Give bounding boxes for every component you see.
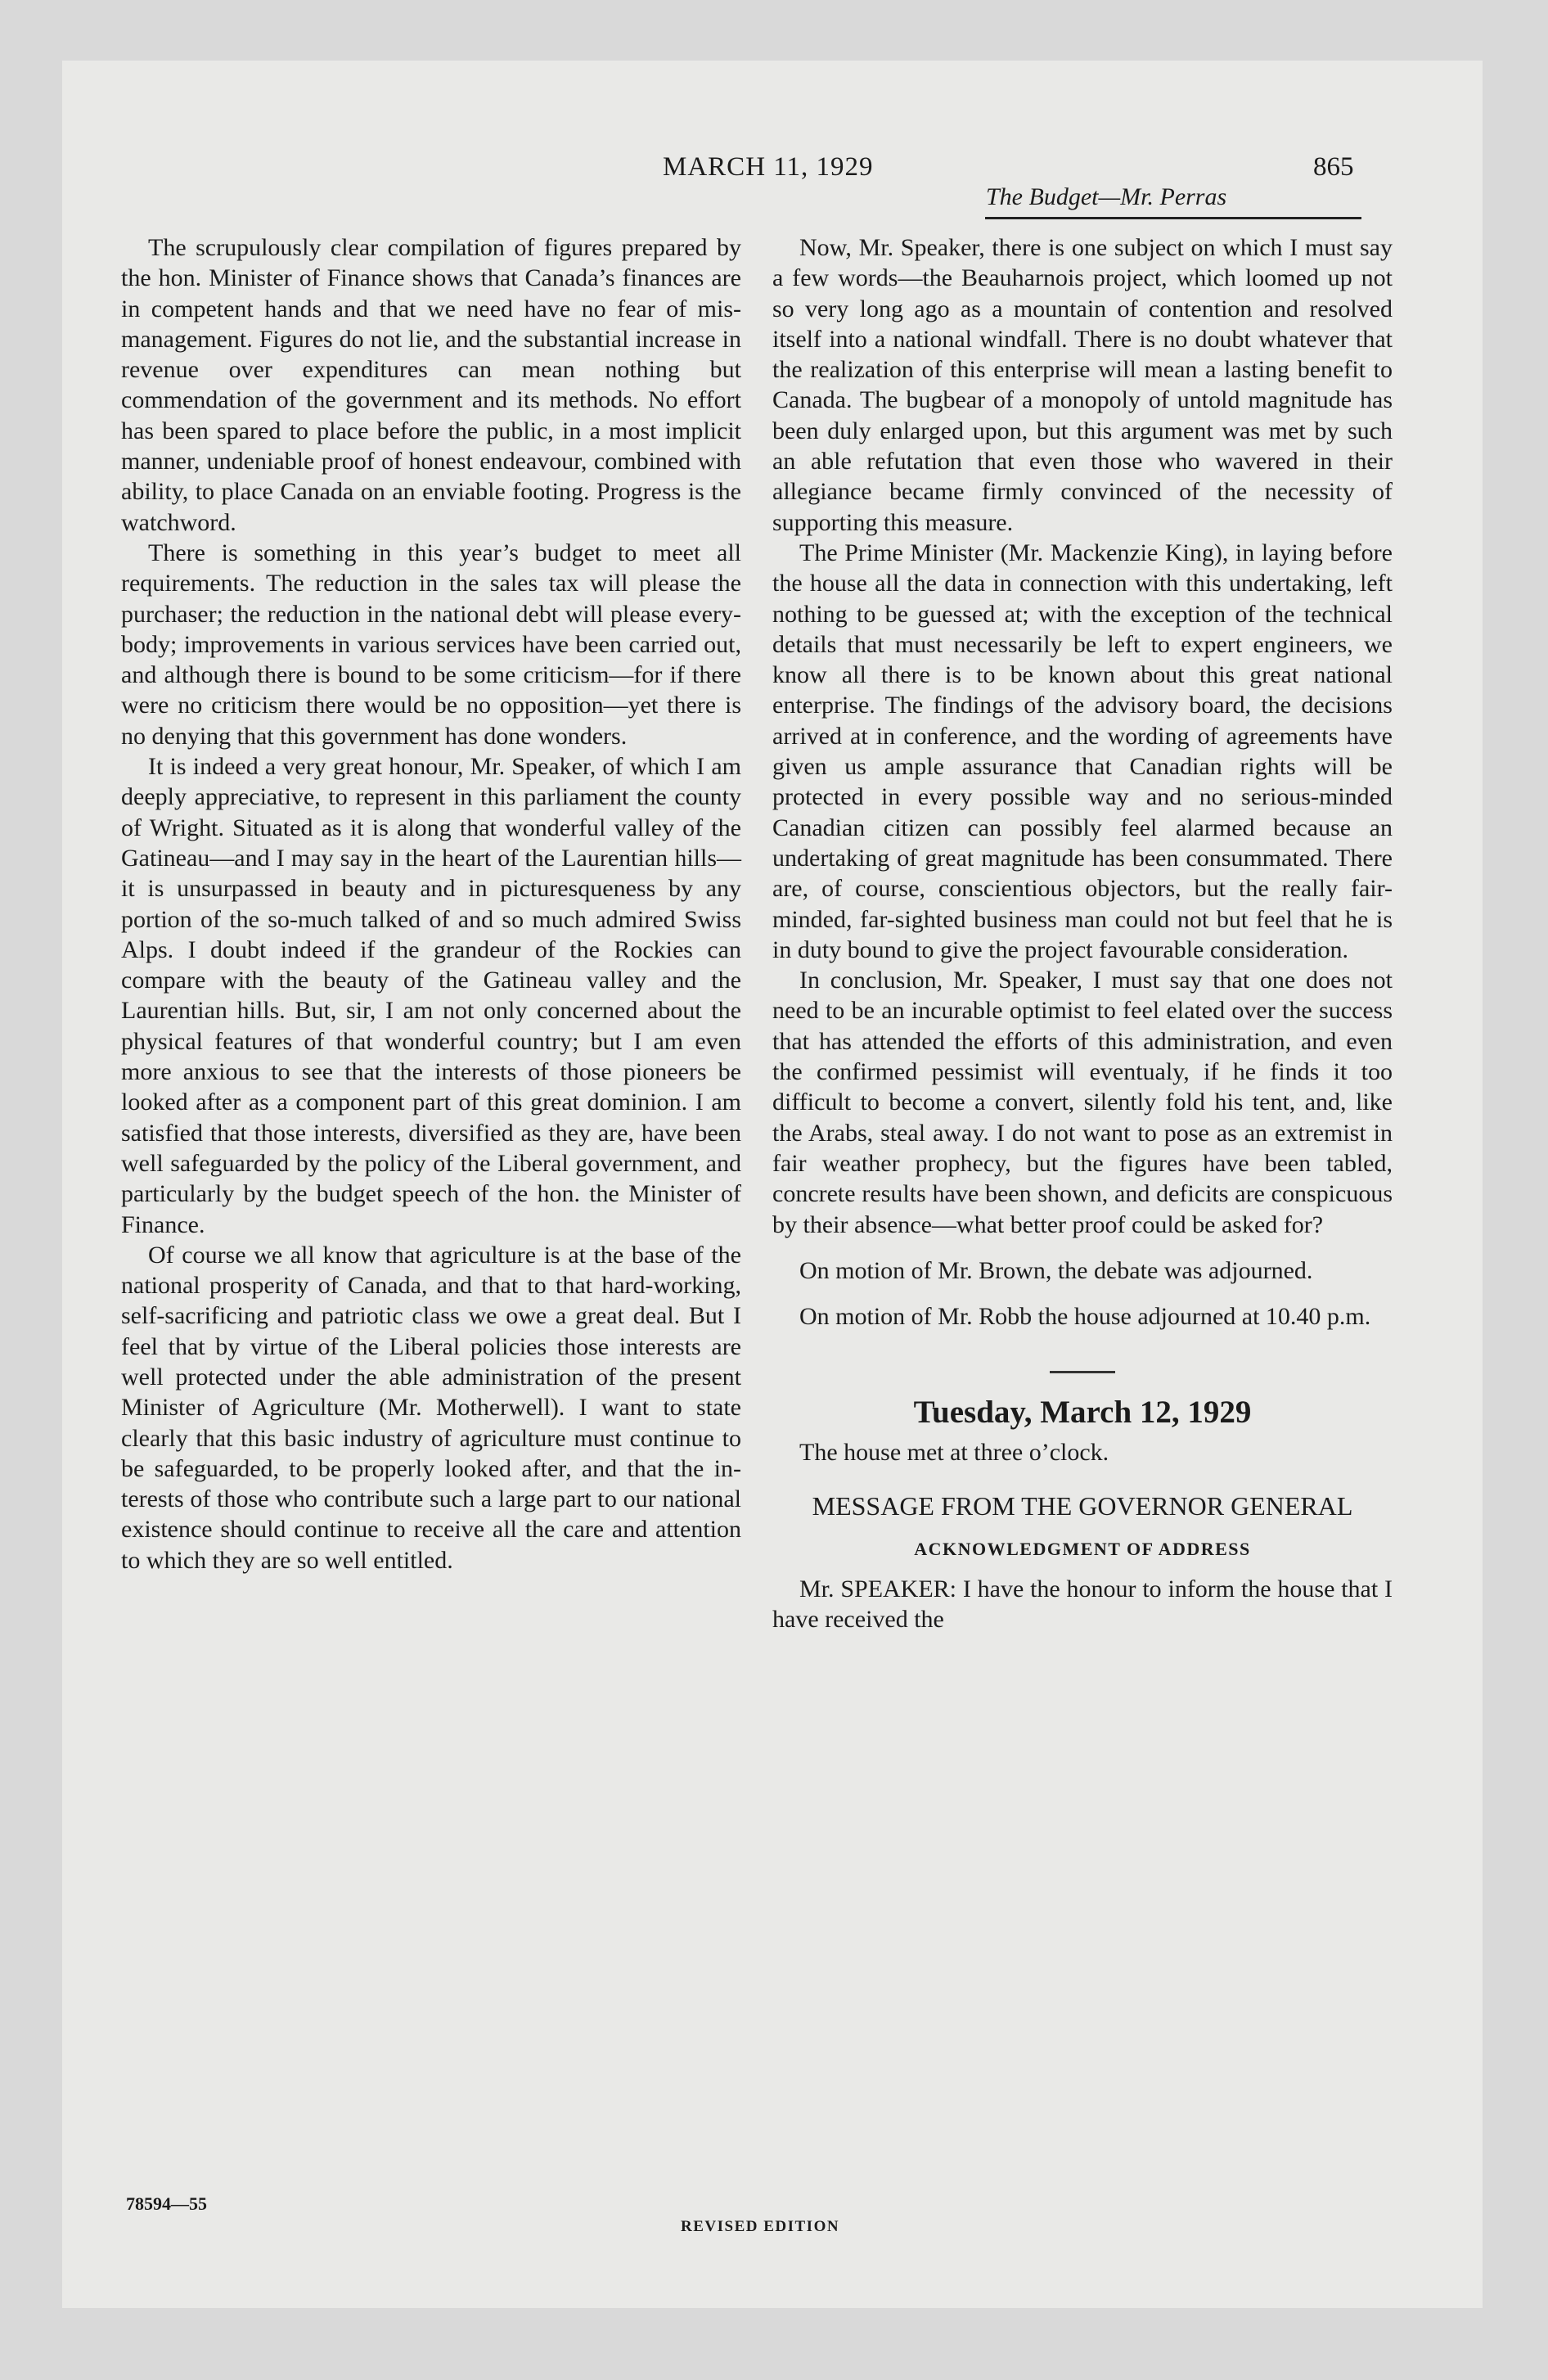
motion-debate: On motion of Mr. Brown, the debate was adjourned. [799,1256,1313,1284]
paragraph: The Prime Minister (Mr. Mackenzie King), in laying before the house all the data in connection with this undertaking, left nothing to be guessed at; with the exception of the technical details that must necessarily be left to expert engineers, we know all there is to be known about this great national enterprise. The findings of the advisory board, the decisions arrived at in conference, and the wording of agreements have given us ample assurance that Canadian rights will be protected in every possible way and no serious-minded Canadian citizen can possibly feel alarmed because an undertaking of great magnitude has been consummated. There are, of course, conscientious objectors, but the really fair-minded, far-sighted business man could not but feel that he is in duty bound to give the project favourable consideration. [772,539,1393,963]
paragraph: In conclusion, Mr. Speaker, I must say that one does not need to be an incurable optimist to feel elated over the success that has attended the efforts of this administration, and even the confirmed pessimist will eventualy, if he finds it too difficult to become a convert, silently fold his tent, and, like the Arabs, steal away. I do not want to pose as an extremist in fair weather prophecy, but the figures have been tabled, concrete results have been shown, and deficits are conspicuous by their absence—what better proof could be asked for? [772,967,1393,1238]
motion-adjourn: On motion of Mr. Robb the house adjourned at 10.40 p.m. [799,1303,1371,1331]
speaker-paragraph: Mr. SPEAKER: I have the honour to inform the house that I have received the [772,1575,1393,1634]
header-rule [985,217,1361,219]
section-heading: MESSAGE FROM THE GOVERNOR GENERAL [812,1490,1353,1521]
right-column [772,232,1393,1635]
paragraph: Now, Mr. Speaker, there is one subject on which I must say a few words—the Beauharnois project, which loomed up not so very long ago as a mountain of contention and resolved itself into a national windfall. There is no doubt whatever that the realization of this enterprise will mean a lasting benefit to Canada. The bugbear of a monopoly of untold magnitude has been duly enlarged upon, but this argument was met by such an able refutation that even those who wavered in their allegiance became firmly convinced of the necessity of supporting this measure. [772,234,1393,536]
paragraph: It is indeed a very great honour, Mr. Speaker, of which I am deeply appreciative, to represent in this parliament the county of Wright. Situated as it is along that wonderful valley of the Gatineau—and I may say in the heart of the Laurentian hills—it is unsurpassed in beauty and in picturesqueness by any portion of the so-much talked of and so much admired Swiss Alps. I doubt indeed if the grandeur of the Rockies can compare with the beauty of the Gatineau valley and the Laurentian hills. But, sir, I am not only concerned about the physical features of that wonderful country; but I am even more anxious to see that the interests of those pioneers be looked after as a component part of this great dominion. I am satisfied that those interests, diversified as they are, have been well safeguarded by the policy of the Liberal government, and particularly by the budget speech of the hon. the Minister of Finance. [121,753,741,1238]
footer-edition: REVISED EDITION [681,2218,840,2235]
subsection-heading: ACKNOWLEDGMENT OF ADDRESS [914,1538,1251,1559]
house-met: The house met at three o’clock. [799,1439,1109,1467]
left-column [121,232,741,1575]
section-divider [1050,1371,1115,1373]
footer-code: 78594—55 [126,2193,207,2214]
day-heading: Tuesday, March 12, 1929 [913,1395,1252,1431]
header-date: MARCH 11, 1929 [663,152,874,182]
paragraph: There is something in this year’s budget to meet all requirements. The reduction in the sales tax will please the purchaser; the reduction in the national debt will please everybody; improvements in various services have been carried out, and although there is bound to be some criticism—for if there were no criticism there would be no opposition—yet there is no denying that this government has done wonders. [121,539,741,750]
page-number: 865 [1313,152,1354,182]
paragraph: The scrupulously clear compilation of figures prepared by the hon. Minister of Finance shows that Canada’s finances are in competent hands and that we need have no fear of mismanagement. Figures do not lie, and the substantial increase in revenue over expenditures can mean nothing but commendation of the government and its methods. No effort has been spared to place before the public, in a most implicit manner, undeniable proof of honest endeavour, combined with ability, to place Canada on an enviable footing. Progress is the watchword. [121,234,741,536]
header-subtitle: The Budget—Mr. Perras [986,183,1227,210]
paragraph: Of course we all know that agriculture is at the base of the national prosperity of Canada, and that to that hard-working, self-sacrificing and patriotic class we owe a great deal. But I feel that by virtue of the Liberal policies those interests are well protected under the able administration of the present Minister of Agriculture (Mr. Motherwell). I want to state clearly that this basic industry of agriculture must continue to be safeguarded, to be properly looked after, and that the interests of those who contribute such a large part to our national existence should continue to receive all the care and attention to which they are so well entitled. [121,1241,741,1574]
